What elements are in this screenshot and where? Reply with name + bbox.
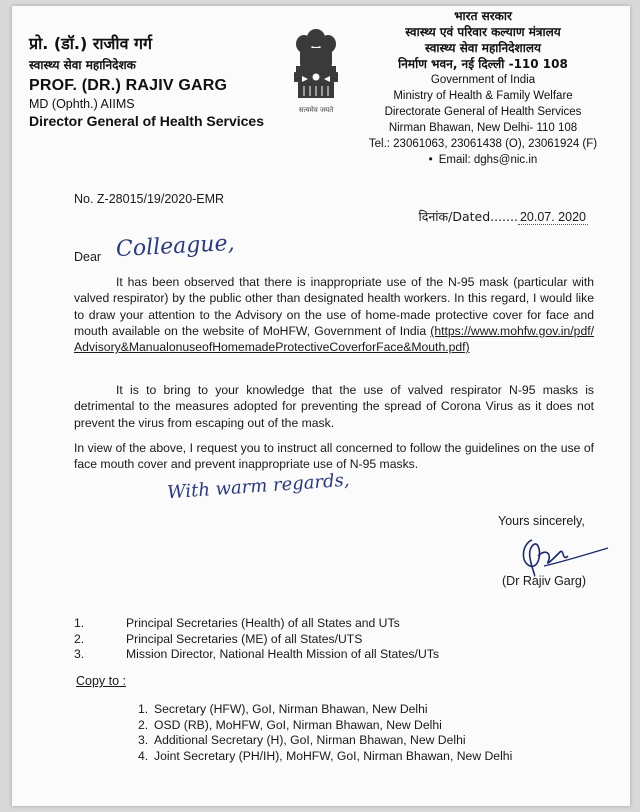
ministry-phone: Tel.: 23061063, 23061438 (O), 23061924 (F) xyxy=(368,138,598,150)
sender-block xyxy=(29,32,264,129)
recipient-item: 3. Mission Director, National Health Mission of all States/UTs xyxy=(74,647,439,661)
signatory-name: (Dr Rajiv Garg) xyxy=(502,574,587,588)
reference-number: No. Z-28015/19/2020-EMR xyxy=(74,192,225,206)
sender-designation-hindi: स्वास्थ्य सेवा महानिदेशक xyxy=(29,58,136,72)
ministry-block xyxy=(358,8,608,168)
date-value: 20.07. 2020 xyxy=(519,210,586,224)
paragraph-1-text: It has been observed that there is inappropriate use of the N-95 mask (particular with valved respirator) by the public other than designated health workers. In this regard, I would like to draw your attention to the Advisory on the use of home-made protective cover for face and mouth available on the website of MoHFW, Government of India xyxy=(74,275,594,338)
signature-icon xyxy=(508,532,612,578)
recipient-item: 1. Principal Secretaries (Health) of all States and UTs xyxy=(74,616,400,630)
ministry-line-1: Government of India xyxy=(430,74,536,86)
copy-to-item: 3. Additional Secretary (H), GoI, Nirman Bhawan, New Delhi xyxy=(138,733,466,747)
copy-to-item: 2. OSD (RB), MoHFW, GoI, Nirman Bhawan, New Delhi xyxy=(138,717,442,732)
sender-designation: Director General of Health Services xyxy=(29,113,264,129)
paragraph-1 xyxy=(74,274,594,355)
advisory-link[interactable]: (https://www.mohfw.gov.in/pdf/Advisory&ManualonuseofHomemadeProtectiveCoverforFace&Mouth.pdf) xyxy=(74,323,594,355)
date-label: दिनांक/Dated....... xyxy=(418,209,518,224)
paragraph-2: It is to bring to your knowledge that the use of valved respirator N-95 masks is detrimental to the measures adopted for preventing the spread of Corona Virus as it does not prevent the virus from escaping out of the mask. xyxy=(74,383,594,430)
ministry-line-hindi-1: भारत सरकार xyxy=(454,9,512,23)
recipient-item: 2. Principal Secretaries (ME) of all States/UTS xyxy=(74,631,363,646)
copy-to-label: Copy to : xyxy=(76,674,127,688)
bullet-icon: • xyxy=(428,154,433,166)
ministry-line-3: Directorate General of Health Services xyxy=(384,106,582,118)
copy-to-item: 1. Secretary (HFW), GoI, Nirman Bhawan, New Delhi xyxy=(138,702,428,716)
closing: Yours sincerely, xyxy=(498,514,585,528)
ministry-line-2: Ministry of Health & Family Welfare xyxy=(393,90,573,102)
ministry-line-hindi-3: स्वास्थ्य सेवा महानिदेशालय xyxy=(425,41,541,55)
ministry-email-row xyxy=(358,152,608,168)
letter-date xyxy=(418,208,588,225)
sender-degree: MD (Ophth.) AIIMS xyxy=(29,97,135,111)
copy-to-item: 4. Joint Secretary (PH/IH), MoHFW, GoI, Nirman Bhawan, New Delhi xyxy=(138,748,513,763)
salutation-handwritten: Colleague, xyxy=(115,230,236,263)
lion-capital-icon xyxy=(284,24,348,106)
emblem-motto: सत्यमेव जयते xyxy=(298,106,334,114)
copy-to-list xyxy=(138,702,512,764)
ministry-line-hindi-2: स्वास्थ्य एवं परिवार कल्याण मंत्रालय xyxy=(405,25,561,39)
sender-name: PROF. (DR.) RAJIV GARG xyxy=(29,77,228,94)
paragraph-3: In view of the above, I request you to instruct all concerned to follow the guidelines on the use of face mouth cover and prevent inappropriate use of N-95 masks. xyxy=(74,441,594,472)
ministry-email: Email: dghs@nic.in xyxy=(438,154,538,166)
regards-handwritten: With warm regards, xyxy=(166,469,351,504)
letter-page xyxy=(12,6,630,806)
ministry-line-hindi-4: निर्माण भवन, नई दिल्ली -110 108 xyxy=(398,57,568,71)
recipient-list xyxy=(74,616,439,663)
national-emblem xyxy=(284,24,348,116)
ministry-line-4: Nirman Bhawan, New Delhi- 110 108 xyxy=(388,122,578,134)
salutation: Dear xyxy=(74,250,102,264)
sender-name-hindi: प्रो. (डॉ.) राजीव गर्ग xyxy=(29,34,153,53)
